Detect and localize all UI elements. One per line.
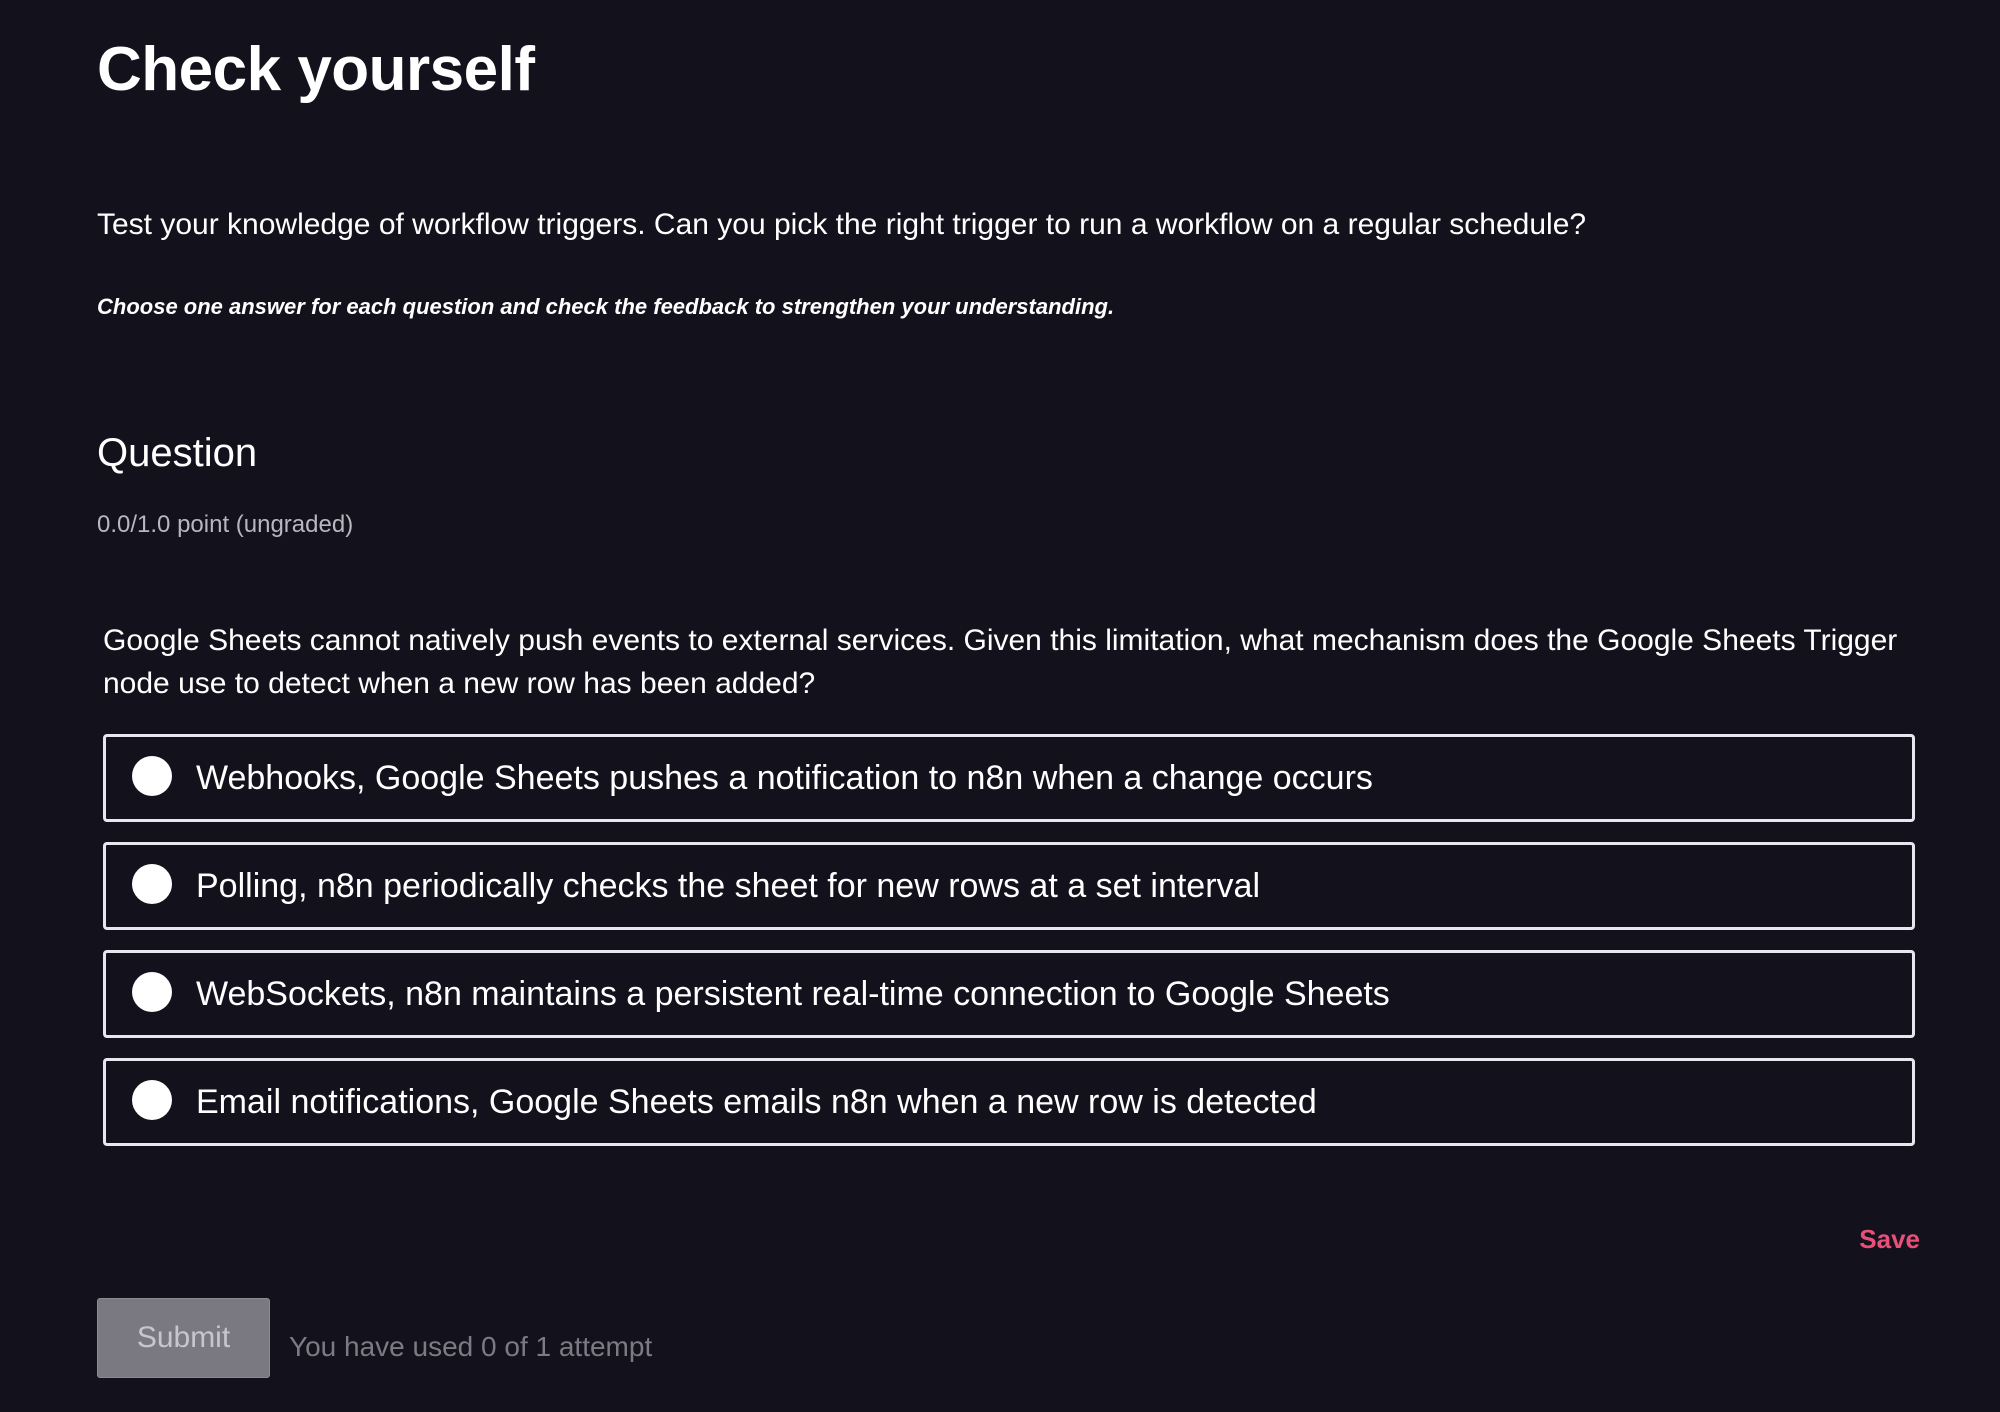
answer-option-label: WebSockets, n8n maintains a persistent real-time connection to Google Sheets: [196, 975, 1390, 1013]
intro-text: Test your knowledge of workflow triggers. Can you pick the right trigger to run a workflow on a regular schedule?: [97, 208, 1587, 241]
answer-option-websockets[interactable]: [103, 950, 1915, 1038]
radio-button[interactable]: [132, 756, 172, 796]
page-title: Check yourself: [97, 35, 535, 104]
question-prompt: Google Sheets cannot natively push events to external services. Given this limitation, what mechanism does the Google Sheets Trigger node use to detect when a new row has been added?: [103, 624, 1898, 700]
submit-button[interactable]: Submit: [97, 1298, 270, 1378]
radio-button[interactable]: [132, 1080, 172, 1120]
question-points: 0.0/1.0 point (ungraded): [97, 511, 354, 538]
answer-option-webhooks[interactable]: [103, 734, 1915, 822]
answer-option-email[interactable]: [103, 1058, 1915, 1146]
answer-options: [103, 734, 1915, 1166]
question-heading: Question: [97, 431, 258, 475]
answer-option-polling[interactable]: [103, 842, 1915, 930]
answer-option-label: Polling, n8n periodically checks the sheet for new rows at a set interval: [196, 867, 1260, 905]
instructions-text: Choose one answer for each question and check the feedback to strengthen your understanding.: [97, 294, 1115, 319]
radio-button[interactable]: [132, 864, 172, 904]
radio-button[interactable]: [132, 972, 172, 1012]
answer-option-label: Webhooks, Google Sheets pushes a notification to n8n when a change occurs: [196, 759, 1373, 797]
answer-option-label: Email notifications, Google Sheets emails n8n when a new row is detected: [196, 1083, 1317, 1121]
save-button[interactable]: Save: [1859, 1224, 1920, 1254]
attempts-text: You have used 0 of 1 attempt: [289, 1331, 653, 1362]
